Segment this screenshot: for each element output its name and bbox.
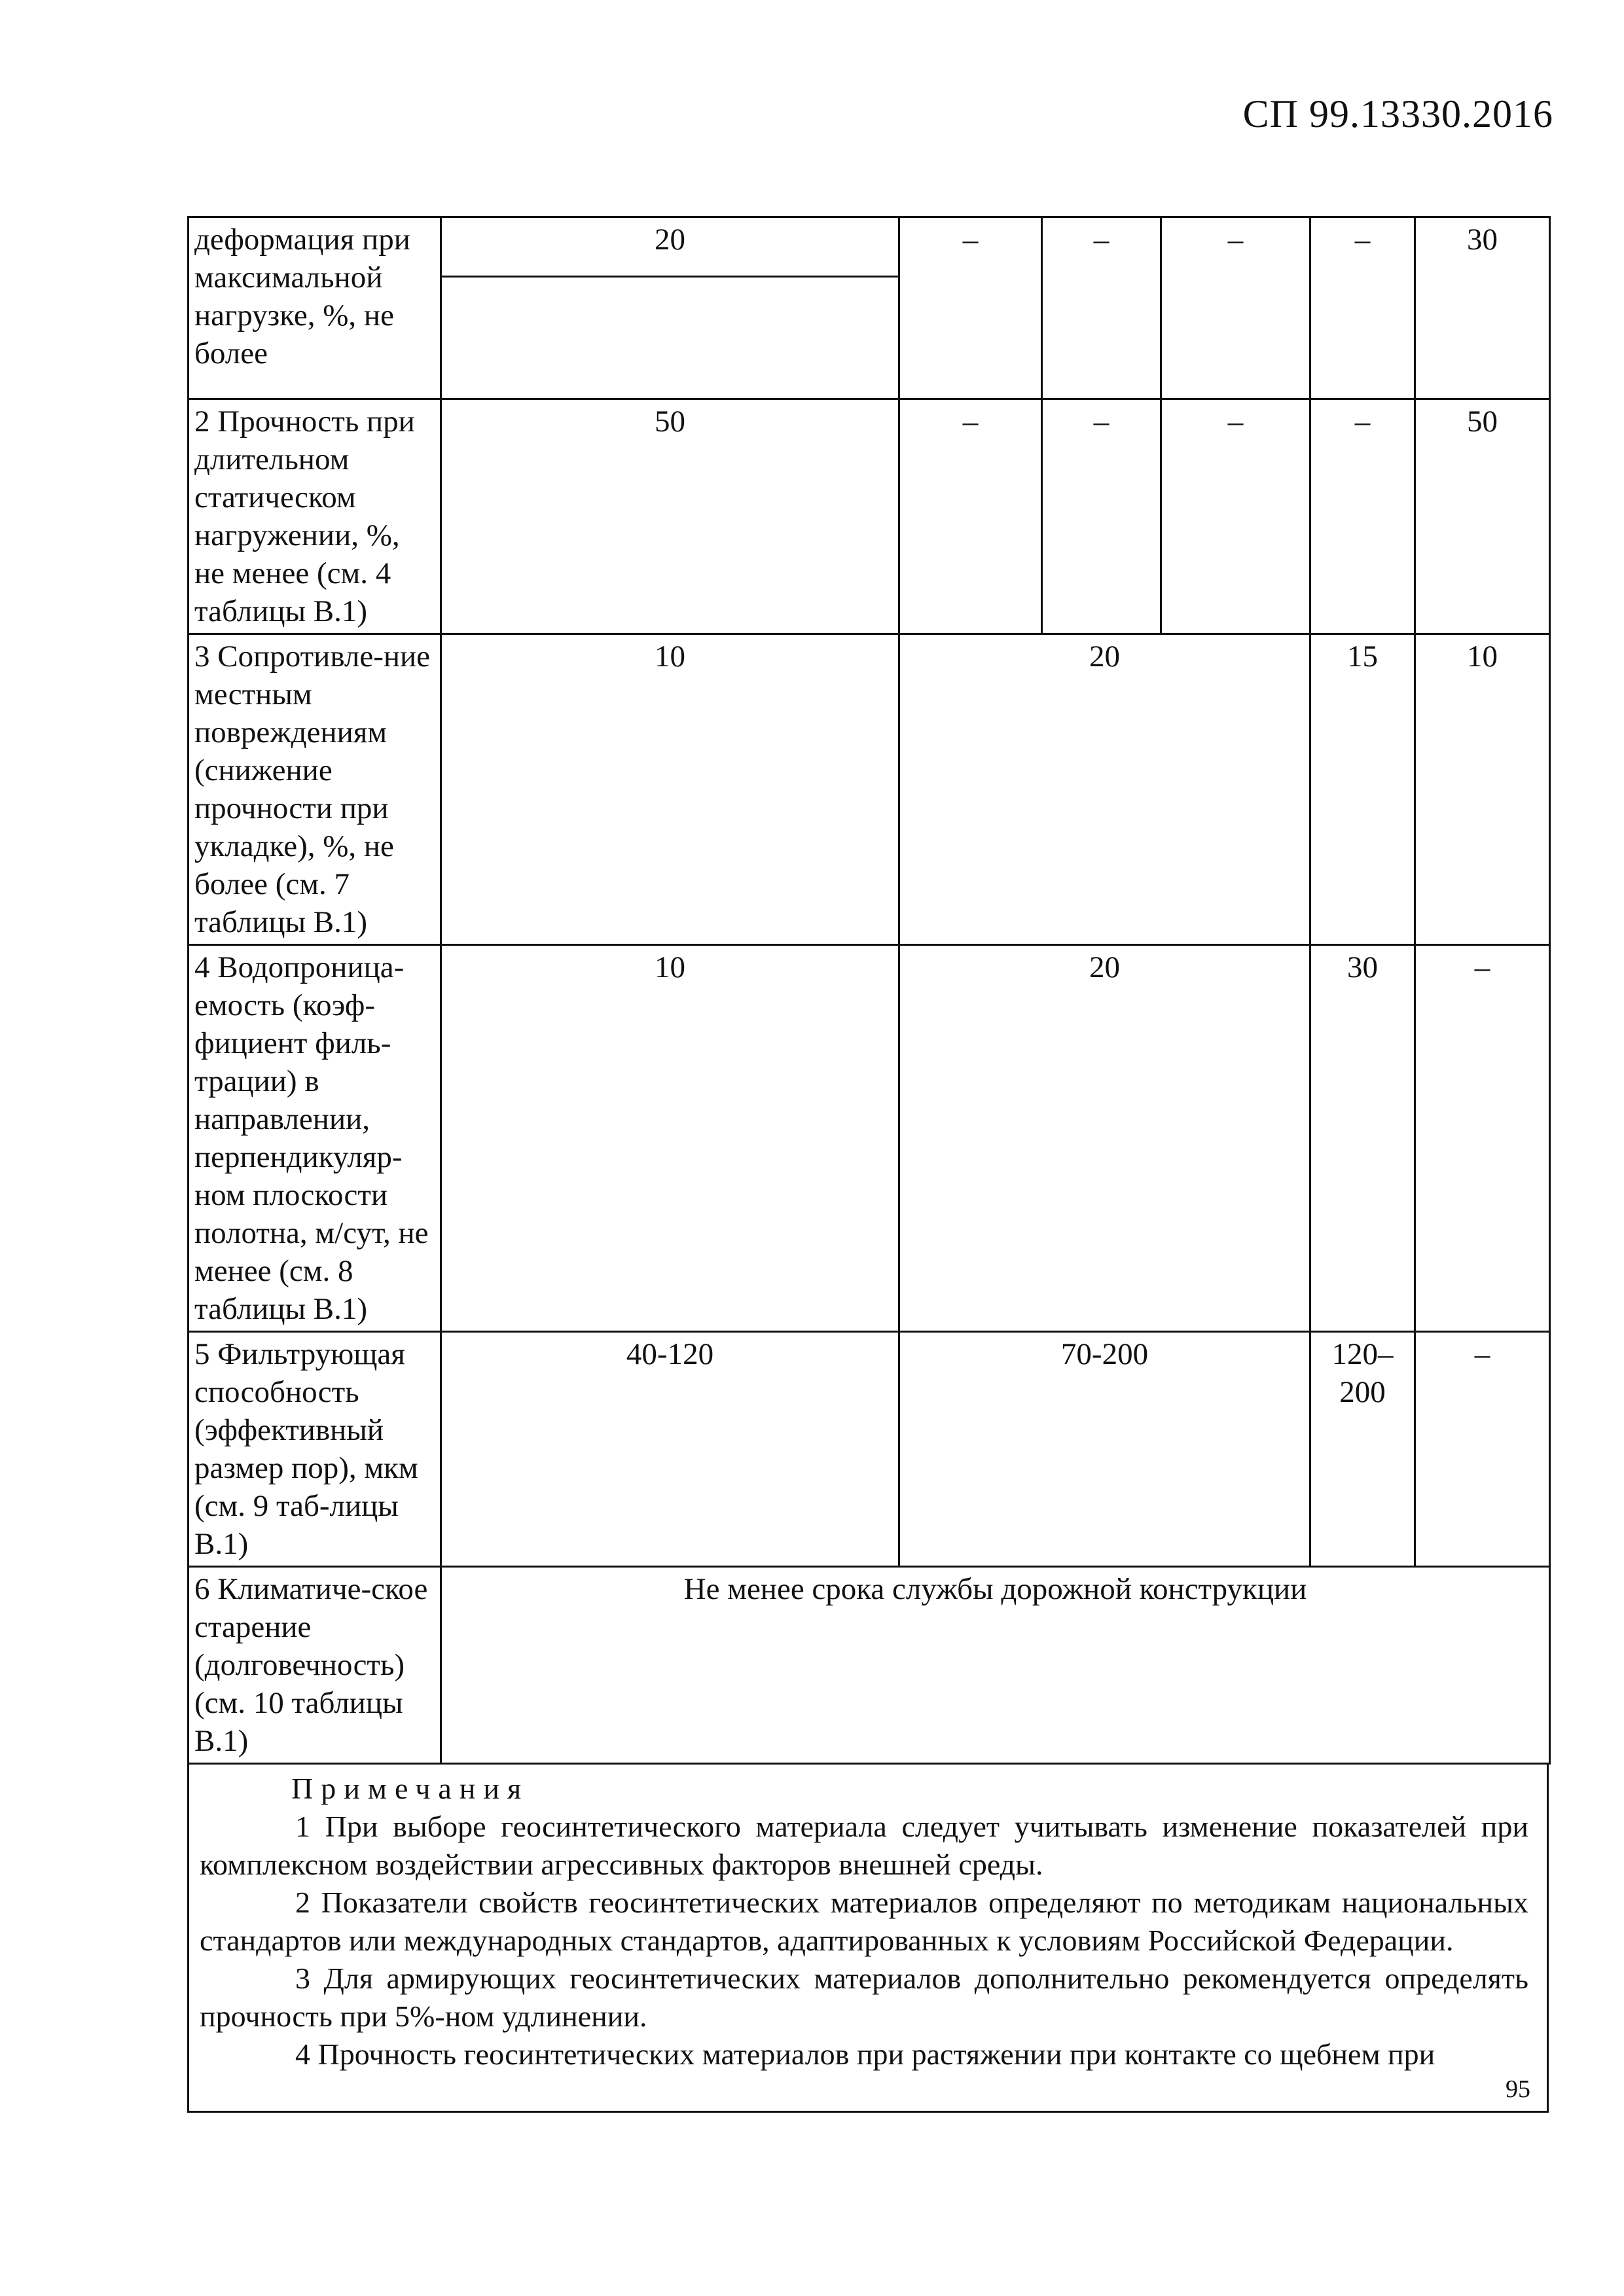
- row-label: 4 Водопроница-емость (коэф-фициент филь-трации) в направлении, перпендикуляр-ном плоскости полотна, м/сут, не менее (см. 8 таблицы В.1): [189, 945, 441, 1332]
- notes-title: Примечания: [291, 1772, 530, 1805]
- table-cell: –: [899, 399, 1042, 634]
- note-item: 2 Показатели свойств геосинтетических материалов определяют по методикам национальных стандартов или международных стандартов, адаптированных к условиям Российской Федерации.: [200, 1886, 1528, 1957]
- table-cell: 120–200: [1310, 1332, 1415, 1567]
- table-cell: 50: [1415, 399, 1550, 634]
- table-cell: –: [1042, 399, 1161, 634]
- table-row: [189, 634, 1550, 945]
- table-cell: 15: [1310, 634, 1415, 945]
- cell-divider: [442, 276, 898, 278]
- table-cell: –: [1161, 399, 1310, 634]
- table-cell-merged: 20: [899, 634, 1310, 945]
- table-row: [189, 945, 1550, 1332]
- row-label: деформация при максимальной нагрузке, %, не более: [189, 217, 441, 399]
- table-cell: 30: [1310, 945, 1415, 1332]
- table-cell: 10: [1415, 634, 1550, 945]
- table-row: [189, 217, 1550, 399]
- row-label: 6 Климатиче-ское старение (долговечность) (см. 10 таблицы В.1): [189, 1567, 441, 1764]
- table-cell: –: [1310, 399, 1415, 634]
- spec-table-container: [187, 216, 1549, 2113]
- table-cell: –: [1310, 217, 1415, 399]
- table-cell: 40-120: [441, 1332, 899, 1567]
- table-cell: 10: [441, 634, 899, 945]
- table-cell: –: [1415, 945, 1550, 1332]
- table-cell: 10: [441, 945, 899, 1332]
- row-label: 3 Сопротивле-ние местным повреждениям (снижение прочности при укладке), %, не более (см. 7 таблицы В.1): [189, 634, 441, 945]
- table-cell: 50: [441, 399, 899, 634]
- page-number: 95: [1506, 2075, 1530, 2103]
- row-label: 2 Прочность при длительном статическом нагружении, %, не менее (см. 4 таблицы В.1): [189, 399, 441, 634]
- table-cell: –: [1042, 217, 1161, 399]
- table-cell: –: [1415, 1332, 1550, 1567]
- note-item: 4 Прочность геосинтетических материалов при растяжении при контакте со щебнем при: [295, 2037, 1435, 2071]
- table-cell: –: [899, 217, 1042, 399]
- table-row: [189, 1332, 1550, 1567]
- table-cell: 20: [441, 217, 899, 399]
- table-row: [189, 399, 1550, 634]
- table-cell-merged: 20: [899, 945, 1310, 1332]
- table-cell: 30: [1415, 217, 1550, 399]
- table-cell: –: [1161, 217, 1310, 399]
- table-row: [189, 1567, 1550, 1764]
- notes-block: [187, 1765, 1549, 2113]
- table-cell-merged: Не менее срока службы дорожной конструкции: [441, 1567, 1550, 1764]
- geosynthetic-requirements-table: [187, 216, 1551, 1765]
- note-item: 1 При выборе геосинтетического материала следует учитывать изменение показателей при комплексном воздействии агрессивных факторов внешней среды.: [200, 1810, 1528, 1881]
- row-label: 5 Фильтрующая способность (эффективный размер пор), мкм (см. 9 таб-лицы В.1): [189, 1332, 441, 1567]
- note-item: 3 Для армирующих геосинтетических материалов дополнительно рекомендуется определять прочность при 5%-ном удлинении.: [200, 1962, 1528, 2033]
- table-cell-merged: 70-200: [899, 1332, 1310, 1567]
- document-code: СП 99.13330.2016: [1242, 92, 1553, 135]
